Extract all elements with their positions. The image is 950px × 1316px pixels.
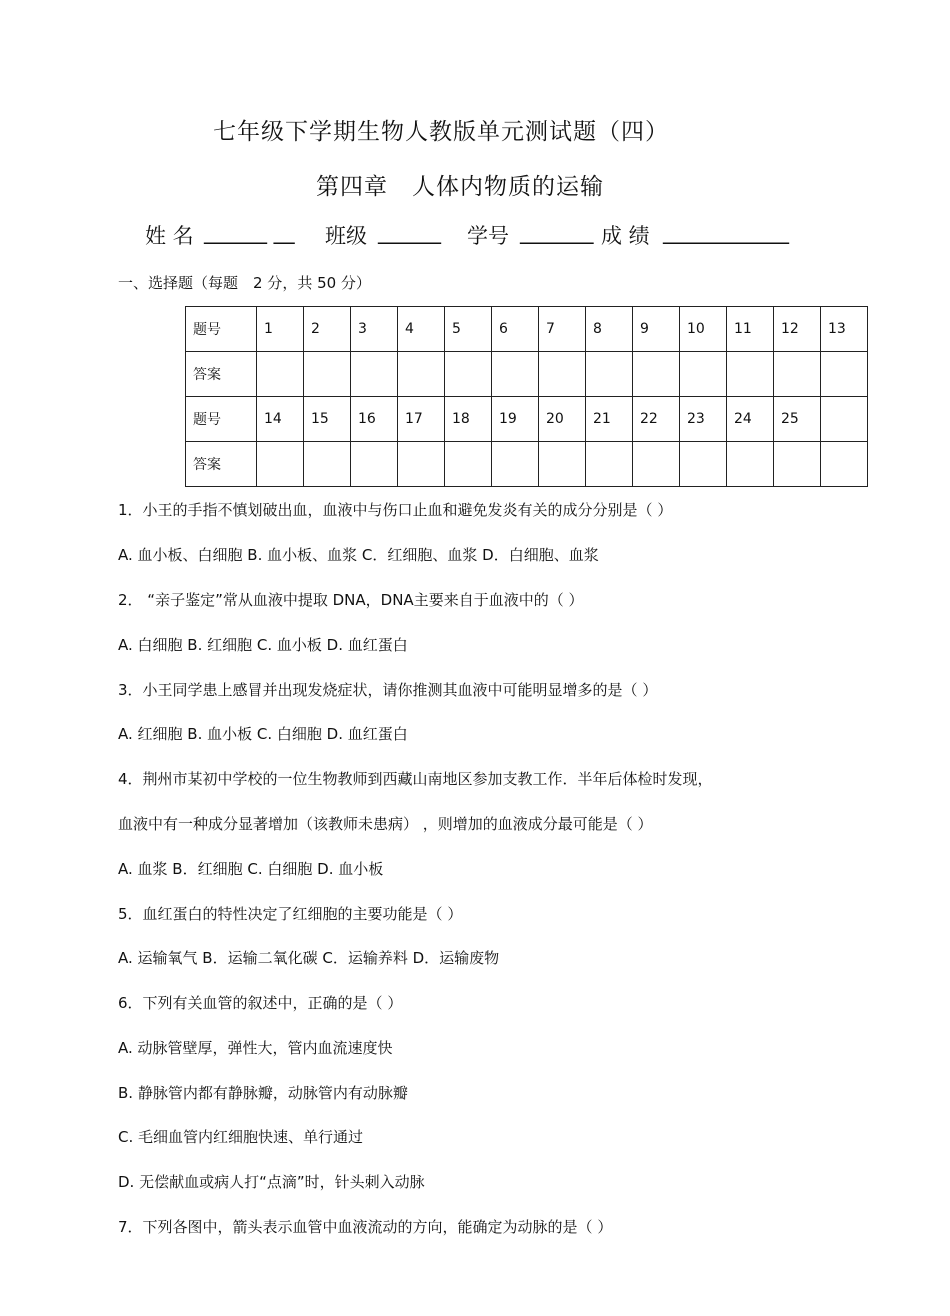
question-7: 7．下列各图中，箭头表示血管中血液流动的方向，能确定为动脉的是（ ） — [118, 1218, 613, 1236]
question-number: 9 — [633, 307, 680, 352]
answer-cell[interactable] — [680, 352, 727, 397]
question-number: 2 — [304, 307, 351, 352]
table-row — [186, 397, 868, 442]
question-number: 19 — [492, 397, 539, 442]
question-4: 4．荆州市某初中学校的一位生物教师到西藏山南地区参加支教工作．半年后体检时发现， — [118, 770, 713, 788]
question-4-options: A. 血浆 B．红细胞 C. 白细胞 D. 血小板 — [118, 860, 384, 878]
table-row — [186, 307, 868, 352]
row-header: 题号 — [186, 307, 257, 352]
score-label: 成 绩 — [601, 224, 650, 248]
question-number: 4 — [398, 307, 445, 352]
question-number: 11 — [727, 307, 774, 352]
answer-cell[interactable] — [727, 442, 774, 487]
answer-grid — [185, 306, 868, 487]
question-6-option-a: A. 动脉管壁厚，弹性大，管内血流速度快 — [118, 1039, 393, 1057]
answer-cell[interactable] — [445, 352, 492, 397]
answer-cell[interactable] — [774, 352, 821, 397]
class-label: 班级 — [325, 224, 367, 248]
question-6-option-d: D. 无偿献血或病人打“点滴”时，针头刺入动脉 — [118, 1173, 425, 1191]
answer-cell[interactable] — [445, 442, 492, 487]
question-number: 25 — [774, 397, 821, 442]
answer-cell[interactable] — [351, 352, 398, 397]
name-field[interactable]: ______ __ — [204, 220, 295, 244]
question-number: 15 — [304, 397, 351, 442]
question-5-options: A. 运输氧气 B．运输二氧化碳 C．运输养料 D．运输废物 — [118, 949, 500, 967]
answer-cell[interactable] — [257, 442, 304, 487]
question-6: 6．下列有关血管的叙述中，正确的是（ ） — [118, 994, 403, 1012]
question-5: 5．血红蛋白的特性决定了红细胞的主要功能是（ ） — [118, 905, 463, 923]
answer-cell[interactable] — [539, 442, 586, 487]
question-number: 13 — [821, 307, 868, 352]
question-number: 7 — [539, 307, 586, 352]
question-number — [821, 397, 868, 442]
question-number: 18 — [445, 397, 492, 442]
question-number: 14 — [257, 397, 304, 442]
answer-cell[interactable] — [727, 352, 774, 397]
student-number-label: 学号 — [467, 224, 509, 248]
question-number: 22 — [633, 397, 680, 442]
class-field[interactable]: ______ — [378, 220, 441, 244]
answer-cell[interactable] — [492, 442, 539, 487]
answer-cell[interactable] — [398, 352, 445, 397]
question-number: 17 — [398, 397, 445, 442]
section-heading: 一、选择题（每题 2 分，共 50 分） — [118, 274, 371, 292]
question-number: 5 — [445, 307, 492, 352]
question-number: 1 — [257, 307, 304, 352]
answer-cell[interactable] — [398, 442, 445, 487]
answer-cell[interactable] — [633, 352, 680, 397]
student-number-field[interactable]: _______ — [520, 220, 594, 244]
question-number: 20 — [539, 397, 586, 442]
score-field[interactable]: ____________ — [663, 220, 789, 244]
question-4-continued: 血液中有一种成分显著增加（该教师未患病） ，则增加的血液成分最可能是（ ） — [118, 815, 653, 833]
chapter-title: 第四章 人体内物质的运输 — [316, 174, 604, 200]
row-header: 题号 — [186, 397, 257, 442]
question-2: 2． “亲子鉴定”常从血液中提取 DNA，DNA主要来自于血液中的（ ） — [118, 591, 584, 609]
answer-cell[interactable] — [821, 352, 868, 397]
question-number: 24 — [727, 397, 774, 442]
question-number: 6 — [492, 307, 539, 352]
question-2-options: A. 白细胞 B. 红细胞 C. 血小板 D. 血红蛋白 — [118, 636, 408, 654]
question-1-options: A. 血小板、白细胞 B. 血小板、血浆 C．红细胞、血浆 D．白细胞、血浆 — [118, 546, 599, 564]
question-number: 8 — [586, 307, 633, 352]
table-row — [186, 352, 868, 397]
question-number: 10 — [680, 307, 727, 352]
question-1: 1．小王的手指不慎划破出血，血液中与伤口止血和避免发炎有关的成分分别是（ ） — [118, 501, 673, 519]
question-6-option-c: C. 毛细血管内红细胞快速、单行通过 — [118, 1128, 364, 1146]
answer-cell[interactable] — [586, 352, 633, 397]
question-number: 3 — [351, 307, 398, 352]
answer-cell[interactable] — [680, 442, 727, 487]
name-label: 姓 名 — [145, 224, 194, 248]
answer-cell[interactable] — [633, 442, 680, 487]
row-header: 答案 — [186, 442, 257, 487]
table-row — [186, 442, 868, 487]
question-6-option-b: B. 静脉管内都有静脉瓣，动脉管内有动脉瓣 — [118, 1084, 408, 1102]
answer-cell[interactable] — [821, 442, 868, 487]
question-3: 3．小王同学患上感冒并出现发烧症状，请你推测其血液中可能明显增多的是（ ） — [118, 681, 658, 699]
question-number: 23 — [680, 397, 727, 442]
question-number: 16 — [351, 397, 398, 442]
page-title: 七年级下学期生物人教版单元测试题（四） — [213, 119, 669, 145]
row-header: 答案 — [186, 352, 257, 397]
question-number: 21 — [586, 397, 633, 442]
answer-cell[interactable] — [257, 352, 304, 397]
answer-cell[interactable] — [492, 352, 539, 397]
question-number: 12 — [774, 307, 821, 352]
answer-cell[interactable] — [586, 442, 633, 487]
answer-cell[interactable] — [304, 352, 351, 397]
answer-cell[interactable] — [351, 442, 398, 487]
answer-cell[interactable] — [539, 352, 586, 397]
question-3-options: A. 红细胞 B. 血小板 C. 白细胞 D. 血红蛋白 — [118, 725, 408, 743]
answer-cell[interactable] — [304, 442, 351, 487]
answer-cell[interactable] — [774, 442, 821, 487]
